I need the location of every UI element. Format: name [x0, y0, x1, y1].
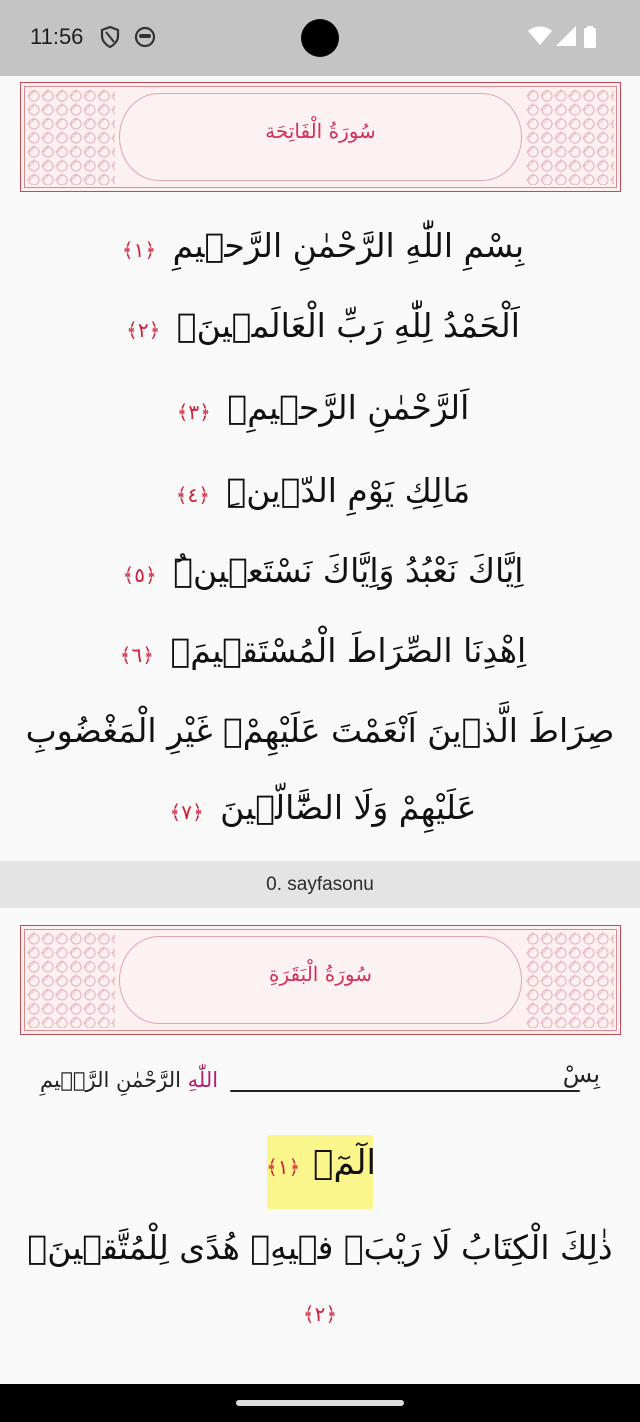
- basmala-tail: اللّٰهِ الرَّحْمٰنِ الرَّح۪يمِ: [40, 1068, 219, 1092]
- status-bar: [0, 0, 640, 76]
- ayah-number: ﴿٤﴾: [175, 483, 210, 507]
- page-separator: [0, 861, 640, 908]
- verse-text: مَالِكِ يَوْمِ الدّ۪ينِۜ: [226, 471, 471, 510]
- verse-text: عَلَيْهِمْ وَلَا الضَّٓالّ۪ينَ: [220, 788, 477, 827]
- basmala-stroke: [230, 1090, 580, 1092]
- surah-header-baqara: [20, 925, 621, 1035]
- page-end-label: 0. sayfasonu: [266, 874, 374, 895]
- verse-text: ذٰلِكَ الْكِتَابُ لَا رَيْبَۚ ف۪يهِۚ هُدًى لِلْمُتَّق۪ينَۙ: [27, 1228, 613, 1267]
- verse-text: اَلْحَمْدُ لِلّٰهِ رَبِّ الْعَالَم۪ينَۙ: [176, 306, 520, 345]
- verse-line[interactable]: [0, 306, 640, 345]
- verse-line[interactable]: [0, 226, 640, 265]
- verse-text: بِسْمِ اللّٰهِ الرَّحْمٰنِ الرَّح۪يمِ: [172, 226, 525, 265]
- verse-text: اَلرَّحْمٰنِ الرَّح۪يمِۙ: [227, 388, 470, 427]
- ayah-number: ﴿٥﴾: [122, 563, 157, 587]
- verse-line[interactable]: [0, 388, 640, 427]
- verse-line[interactable]: [0, 788, 640, 827]
- ayah-number: ﴿٢﴾: [126, 318, 161, 342]
- verse-text: اِيَّاكَ نَعْبُدُ وَاِيَّاكَ نَسْتَع۪ينُۜ: [173, 551, 524, 590]
- surah-title: سُورَةُ الْبَقَرَةِ: [269, 962, 372, 986]
- home-gesture-handle[interactable]: [236, 1400, 404, 1406]
- ayah-number: ﴿١﴾: [121, 238, 157, 262]
- verse-text: اِهْدِنَا الصِّرَاطَ الْمُسْتَق۪يمَۙ: [170, 631, 527, 670]
- ayah-number: ﴿٦﴾: [119, 643, 154, 667]
- verse-text: صِرَاطَ الَّذ۪ينَ اَنْعَمْتَ عَلَيْهِمْۙ غَيْرِ الْمَغْضُوبِ: [25, 711, 615, 750]
- status-time: 11:56: [30, 24, 84, 49]
- verse-text: الٓمٓۚ: [313, 1143, 376, 1183]
- verse-line[interactable]: [0, 471, 640, 510]
- ayah-number: ﴿٣﴾: [176, 400, 211, 424]
- shield-icon: [100, 26, 120, 52]
- surah-title: سُورَةُ الْفَاتِحَة: [265, 119, 376, 143]
- verse-line[interactable]: [0, 551, 640, 590]
- verse-line[interactable]: [0, 1228, 640, 1267]
- camera-cutout: [301, 19, 339, 57]
- ayah-number: ﴿٧﴾: [169, 800, 204, 824]
- face-icon: [134, 26, 156, 52]
- basmala-start: بِسْ: [562, 1060, 600, 1088]
- verse-line[interactable]: [0, 1302, 640, 1326]
- ayah-number: ﴿١﴾: [266, 1155, 301, 1179]
- verse-line[interactable]: [262, 1143, 378, 1183]
- wifi-icon: [528, 26, 552, 50]
- navigation-bar: [0, 1384, 640, 1422]
- signal-icon: [556, 26, 576, 50]
- battery-icon: [584, 26, 596, 52]
- verse-line[interactable]: [0, 631, 640, 670]
- basmala-calligraphy: [40, 1060, 600, 1110]
- verse-line[interactable]: [0, 711, 640, 750]
- basmala-allah: اللّٰهِ: [187, 1068, 219, 1092]
- surah-header-fatiha: [20, 82, 621, 192]
- ayah-number: ﴿٢﴾: [302, 1302, 338, 1326]
